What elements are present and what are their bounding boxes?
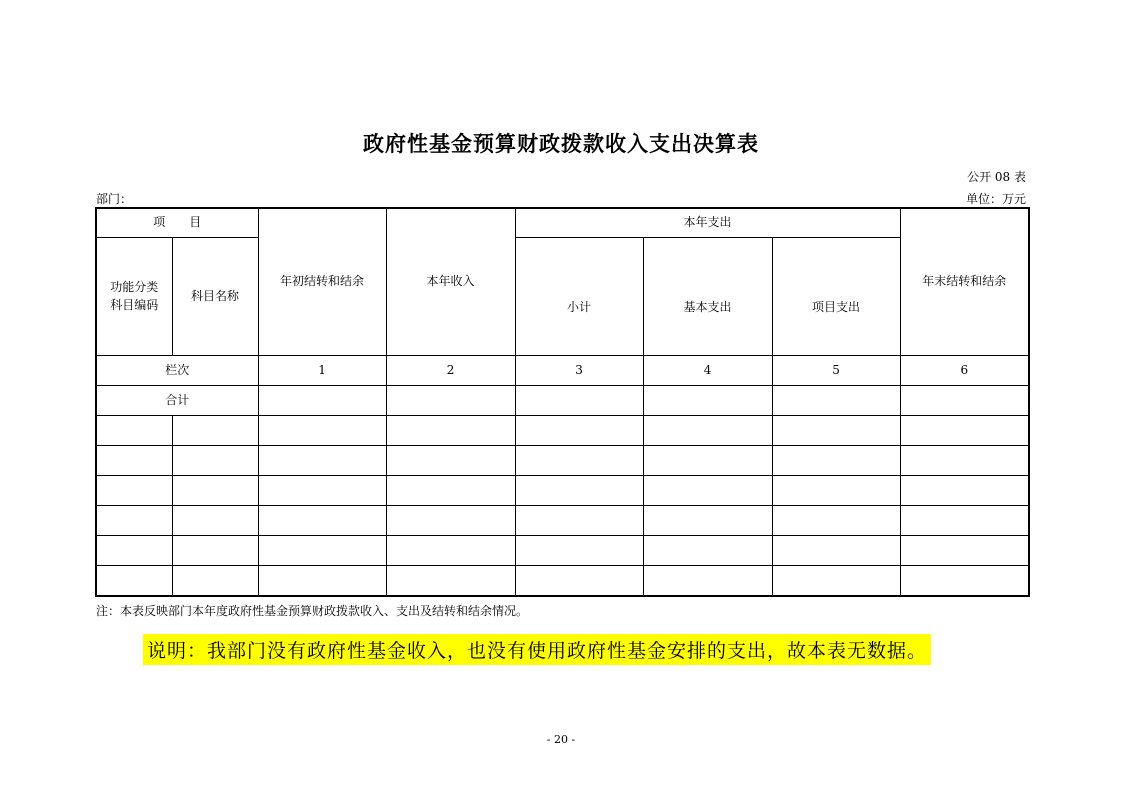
table-cell: [386, 566, 515, 596]
table-cell: [258, 476, 386, 506]
table-row: [96, 536, 1029, 566]
table-cell: [772, 446, 900, 476]
table-cell: [900, 476, 1029, 506]
column-number-row: [96, 356, 1029, 386]
table-cell: [643, 476, 772, 506]
table-cell: [386, 536, 515, 566]
column-number: 1: [258, 356, 386, 386]
table-cell: [172, 566, 258, 596]
table-note: 注：本表反映部门本年度政府性基金预算财政拨款收入、支出及结转和结余情况。: [96, 604, 529, 618]
table-cell: [258, 416, 386, 446]
table-cell: [172, 416, 258, 446]
highlighted-explanation: 说明：我部门没有政府性基金收入，也没有使用政府性基金安排的支出，故本表无数据。: [143, 634, 931, 665]
basic-expenditure-header: 基本支出: [643, 238, 772, 356]
item-header: 项 目: [96, 208, 258, 238]
table-cell: [900, 416, 1029, 446]
table-cell: [515, 386, 643, 416]
unit-label: 单位：万元: [965, 192, 1026, 206]
subject-name-header: 科目名称: [172, 238, 258, 356]
budget-table: [95, 207, 1030, 597]
beginning-balance-header: 年初结转和结余: [258, 208, 386, 356]
table-cell: [772, 416, 900, 446]
table-cell: [643, 566, 772, 596]
table-cell: [515, 506, 643, 536]
form-number: 公开 08 表: [967, 170, 1026, 184]
page-number: - 20 -: [546, 733, 576, 746]
table-cell: [386, 386, 515, 416]
table-cell: [772, 386, 900, 416]
table-cell: [643, 386, 772, 416]
table-cell: [258, 536, 386, 566]
table-cell: [900, 386, 1029, 416]
table-cell: [900, 506, 1029, 536]
current-expenditure-header: 本年支出: [515, 208, 900, 238]
table-cell: [96, 566, 172, 596]
total-label: 合计: [96, 386, 258, 416]
table-cell: [258, 566, 386, 596]
current-income-header: 本年收入: [386, 208, 515, 356]
table-cell: [172, 446, 258, 476]
table-row: [96, 506, 1029, 536]
table-cell: [900, 446, 1029, 476]
table-cell: [515, 566, 643, 596]
table-cell: [643, 416, 772, 446]
table-row: [96, 566, 1029, 596]
table-cell: [643, 446, 772, 476]
column-number: 5: [772, 356, 900, 386]
project-expenditure-header: 项目支出: [772, 238, 900, 356]
table-cell: [172, 506, 258, 536]
table-cell: [515, 416, 643, 446]
page-title: 政府性基金预算财政拨款收入支出决算表: [363, 131, 759, 156]
table-cell: [386, 506, 515, 536]
table-cell: [772, 506, 900, 536]
table-cell: [772, 566, 900, 596]
table-cell: [172, 476, 258, 506]
table-cell: [643, 506, 772, 536]
column-number: 2: [386, 356, 515, 386]
table-cell: [772, 476, 900, 506]
table-cell: [96, 536, 172, 566]
table-cell: [386, 476, 515, 506]
table-row: [96, 446, 1029, 476]
header-row-2: [96, 238, 1029, 356]
table-cell: [172, 536, 258, 566]
total-row: [96, 386, 1029, 416]
table-row: [96, 416, 1029, 446]
table-cell: [386, 416, 515, 446]
table-cell: [386, 446, 515, 476]
column-row-label: 栏次: [96, 356, 258, 386]
table-cell: [515, 536, 643, 566]
table-cell: [258, 446, 386, 476]
func-code-header: 功能分类 科目编码: [96, 238, 172, 356]
table-cell: [643, 536, 772, 566]
column-number: 3: [515, 356, 643, 386]
table-cell: [96, 506, 172, 536]
department-label: 部门：: [96, 192, 133, 206]
table-cell: [900, 566, 1029, 596]
table-cell: [900, 536, 1029, 566]
table-cell: [515, 446, 643, 476]
header-row-1: [96, 208, 1029, 238]
column-number: 4: [643, 356, 772, 386]
subtotal-header: 小计: [515, 238, 643, 356]
ending-balance-header: 年末结转和结余: [900, 208, 1029, 356]
table-cell: [258, 386, 386, 416]
table-cell: [772, 536, 900, 566]
column-number: 6: [900, 356, 1029, 386]
table-cell: [515, 476, 643, 506]
table-cell: [96, 476, 172, 506]
table-cell: [96, 446, 172, 476]
table-cell: [258, 506, 386, 536]
table-row: [96, 476, 1029, 506]
table-cell: [96, 416, 172, 446]
